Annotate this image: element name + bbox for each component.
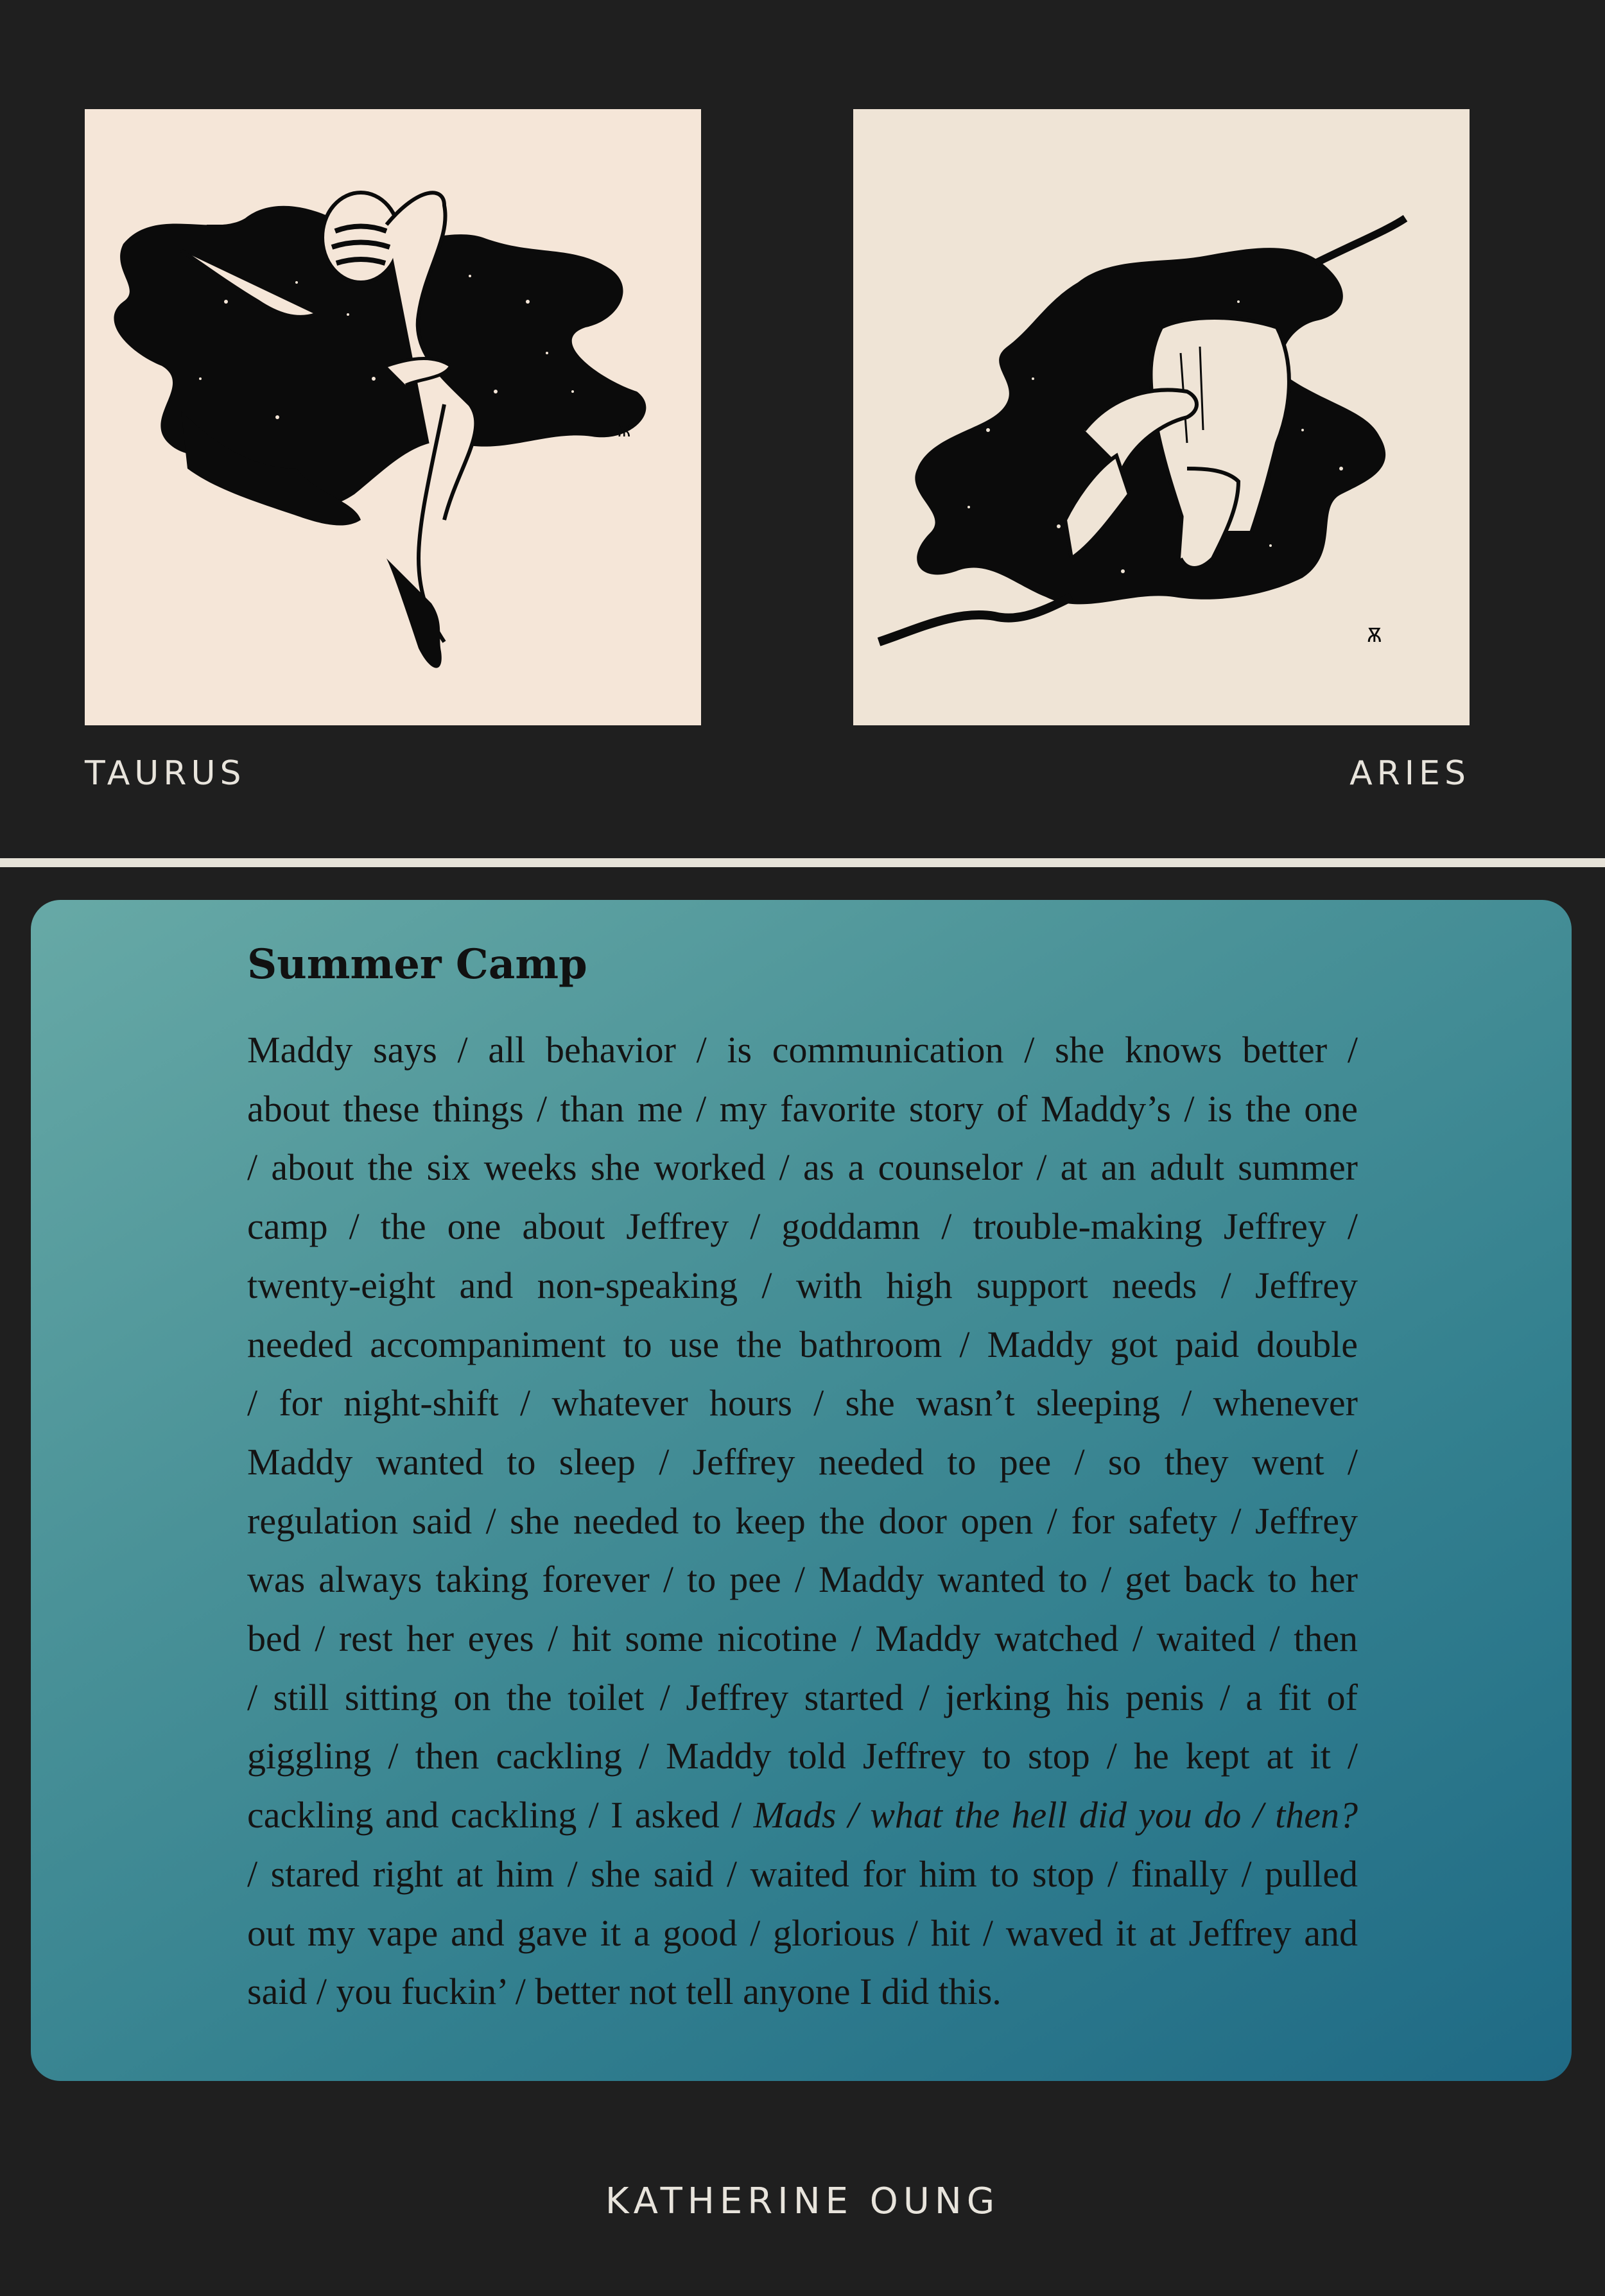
poem-line: needed accompaniment to use the bathroom / Maddy got paid double xyxy=(247,1323,1358,1365)
section-divider xyxy=(0,858,1605,867)
poem-line: / stared right at him / she said / waited for him to stop / finally / pulled xyxy=(247,1852,1358,1895)
author-name: KATHERINE OUNG xyxy=(605,2180,1000,2222)
poem-line: out my vape and gave it a good / glorious / hit / waved it at Jeffrey and xyxy=(247,1912,1358,1954)
svg-text:Ѫ: Ѫ xyxy=(1367,625,1382,647)
poem-line: / still sitting on the toilet / Jeffrey started / jerking his penis / a fit of xyxy=(247,1676,1358,1718)
aries-illustration xyxy=(853,109,1470,725)
poem-line: / about the six weeks she worked / as a counselor / at an adult summer xyxy=(247,1146,1358,1189)
aries-artwork xyxy=(853,109,1470,725)
aries-caption: ARIES xyxy=(1349,754,1470,793)
poem-line: camp / the one about Jeffrey / goddamn / trouble-making Jeffrey / xyxy=(247,1205,1358,1248)
poem-line: giggling / then cackling / Maddy told Jeffrey to stop / he kept at it / xyxy=(247,1735,1358,1777)
poem-line: / for night-shift / whatever hours / she wasn’t sleeping / whenever xyxy=(247,1382,1358,1424)
poem-line: said / you fuckin’ / better not tell anyone I did this. xyxy=(247,1971,1002,2013)
poem-body xyxy=(247,1021,1358,2021)
svg-text:Ѫ: Ѫ xyxy=(618,422,631,441)
poem-line: Maddy wanted to sleep / Jeffrey needed to pee / so they went / xyxy=(247,1440,1358,1483)
poem-line: was always taking forever / to pee / Maddy wanted to / get back to her xyxy=(247,1558,1358,1601)
poem-line-plain: cackling and cackling / I asked / xyxy=(247,1794,754,1836)
poem-line: Maddy says / all behavior / is communication / she knows better / xyxy=(247,1029,1358,1071)
poem-title: Summer Camp xyxy=(247,940,587,988)
poem-line: twenty-eight and non-speaking / with high support needs / Jeffrey xyxy=(247,1264,1358,1306)
taurus-caption: TAURUS xyxy=(85,754,246,793)
taurus-artwork xyxy=(85,109,701,725)
poem-line: regulation said / she needed to keep the door open / for safety / Jeffrey xyxy=(247,1499,1358,1542)
poem-line: bed / rest her eyes / hit some nicotine / Maddy watched / waited / then xyxy=(247,1618,1358,1660)
poem-line: about these things / than me / my favorite story of Maddy’s / is the one xyxy=(247,1087,1358,1130)
poem-line-italic: Mads / what the hell did you do / then? xyxy=(753,1794,1358,1836)
taurus-illustration xyxy=(85,109,701,725)
poem-line-mixed xyxy=(247,1786,1358,1845)
